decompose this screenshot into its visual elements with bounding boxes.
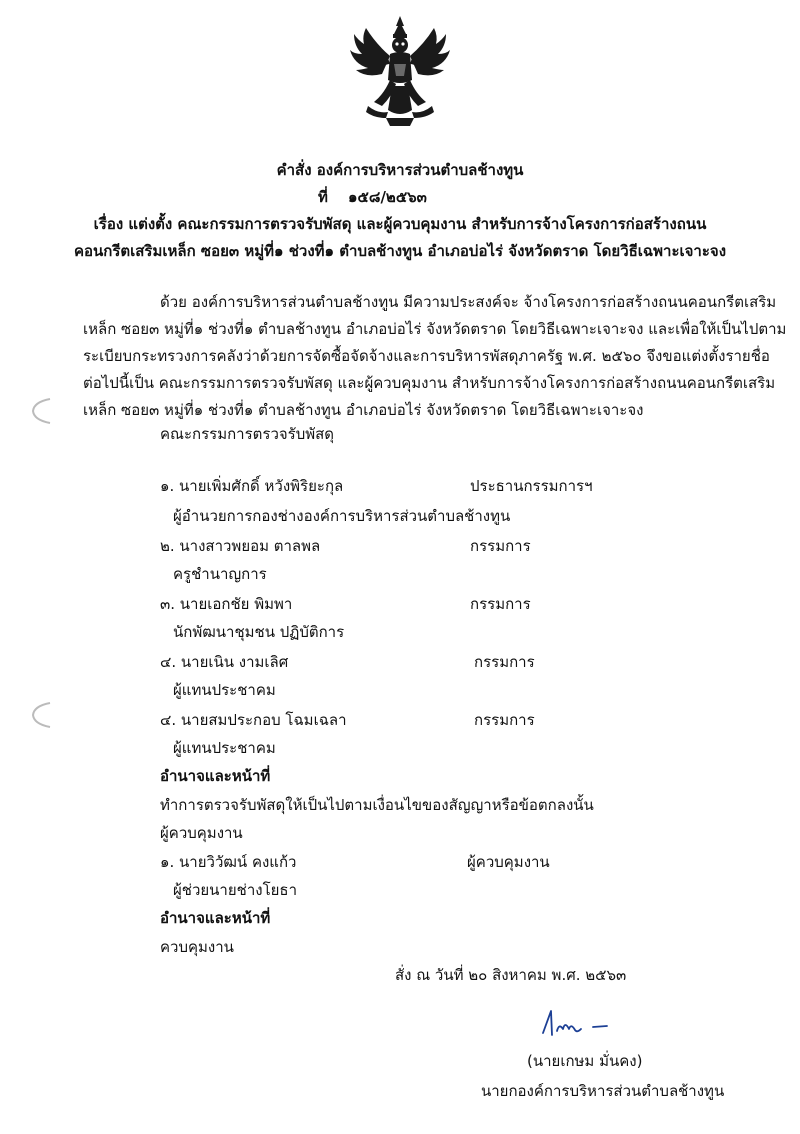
supervisor-duty-text: ควบคุมงาน [160,938,234,956]
committee-duty-heading: อำนาจและหน้าที่ [160,767,271,785]
member-name: ๔. นายเนิน งามเลิศ [160,653,289,671]
member-position: ครูชำนาญการ [173,565,267,583]
member-name: ๑. นายเพิ่มศักดิ์ หวังพิริยะกุล [160,477,344,495]
supervisor-name: ๑. นายวิวัฒน์ คงแก้ว [160,853,297,871]
order-number: ๑๕๘/๒๕๖๓ [348,188,427,206]
order-number-prefix: ที่ [318,188,328,206]
garuda-emblem-icon [348,14,452,128]
body-line-2: เหล็ก ซอย๓ หมู่ที่๑ ช่วงที่๑ ตำบลช้างทูน อำเภอบ่อไร่ จังหวัดตราด โดยวิธีเฉพาะเจาะจง และเพื่อให้เป็นไปตาม [83,320,787,338]
order-date: สั่ง ณ วันที่ ๒๐ สิงหาคม พ.ศ. ๒๕๖๓ [395,966,627,984]
member-role: กรรมการ [470,595,531,613]
member-role: ประธานกรรมการฯ [470,477,593,495]
member-role: กรรมการ [470,537,531,555]
member-name: ๔. นายสมประกอบ โฉมเฉลา [160,711,347,729]
body-line-4: ต่อไปนี้เป็น คณะกรรมการตรวจรับพัสดุ และผู้ควบคุมงาน สำหรับการจ้างโครงการก่อสร้างถนนคอนกรีตเสริม [83,374,776,392]
signer-title: นายกองค์การบริหารส่วนตำบลช้างทูน [481,1082,725,1100]
subject-line-2: คอนกรีตเสริมเหล็ก ซอย๓ หมู่ที่๑ ช่วงที่๑ ตำบลช้างทูน อำเภอบ่อไร่ จังหวัดตราด โดยวิธีเฉพาะเจาะจง [73,242,727,260]
body-line-5: เหล็ก ซอย๓ หมู่ที่๑ ช่วงที่๑ ตำบลช้างทูน อำเภอบ่อไร่ จังหวัดตราด โดยวิธีเฉพาะเจาะจง [83,401,644,419]
order-title: คำสั่ง องค์การบริหารส่วนตำบลช้างทูน [276,161,524,179]
signer-name: (นายเกษม มั่นคง) [527,1052,643,1070]
member-position: ผู้แทนประชาคม [173,681,276,699]
member-name: ๒. นางสาวพยอม ตาลพล [160,537,321,555]
member-position: ผู้แทนประชาคม [173,739,276,757]
member-position: นักพัฒนาชุมชน ปฏิบัติการ [173,623,345,641]
body-line-3: ระเบียบกระทรวงการคลังว่าด้วยการจัดซื้อจัดจ้างและการบริหารพัสดุภาครัฐ พ.ศ. ๒๕๖๐ จึงขอแต่งตั้งรายชื่อ [83,347,770,365]
supervisor-role: ผู้ควบคุมงาน [467,853,550,871]
punch-hole-mark [28,700,54,730]
supervisor-duty-heading: อำนาจและหน้าที่ [160,909,271,927]
member-name: ๓. นายเอกชัย พิมพา [160,595,293,613]
committee-duty-text: ทำการตรวจรับพัสดุให้เป็นไปตามเงื่อนไขของสัญญาหรือข้อตกลงนั้น [160,796,594,814]
body-line-1: ด้วย องค์การบริหารส่วนตำบลช้างทูน มีความประสงค์จะ จ้างโครงการก่อสร้างถนนคอนกรีตเสริม [160,293,777,311]
member-role: กรรมการ [474,653,535,671]
handwritten-signature [535,1003,625,1043]
member-role: กรรมการ [474,711,535,729]
supervisor-position: ผู้ช่วยนายช่างโยธา [173,881,297,899]
punch-hole-mark [28,396,54,426]
supervisor-heading: ผู้ควบคุมงาน [160,824,243,842]
committee-heading: คณะกรรมการตรวจรับพัสดุ [160,425,335,443]
member-position: ผู้อำนวยการกองช่างองค์การบริหารส่วนตำบลช้างทูน [173,507,511,525]
subject-line-1: เรื่อง แต่งตั้ง คณะกรรมการตรวจรับพัสดุ และผู้ควบคุมงาน สำหรับการจ้างโครงการก่อสร้างถนน [93,215,707,233]
